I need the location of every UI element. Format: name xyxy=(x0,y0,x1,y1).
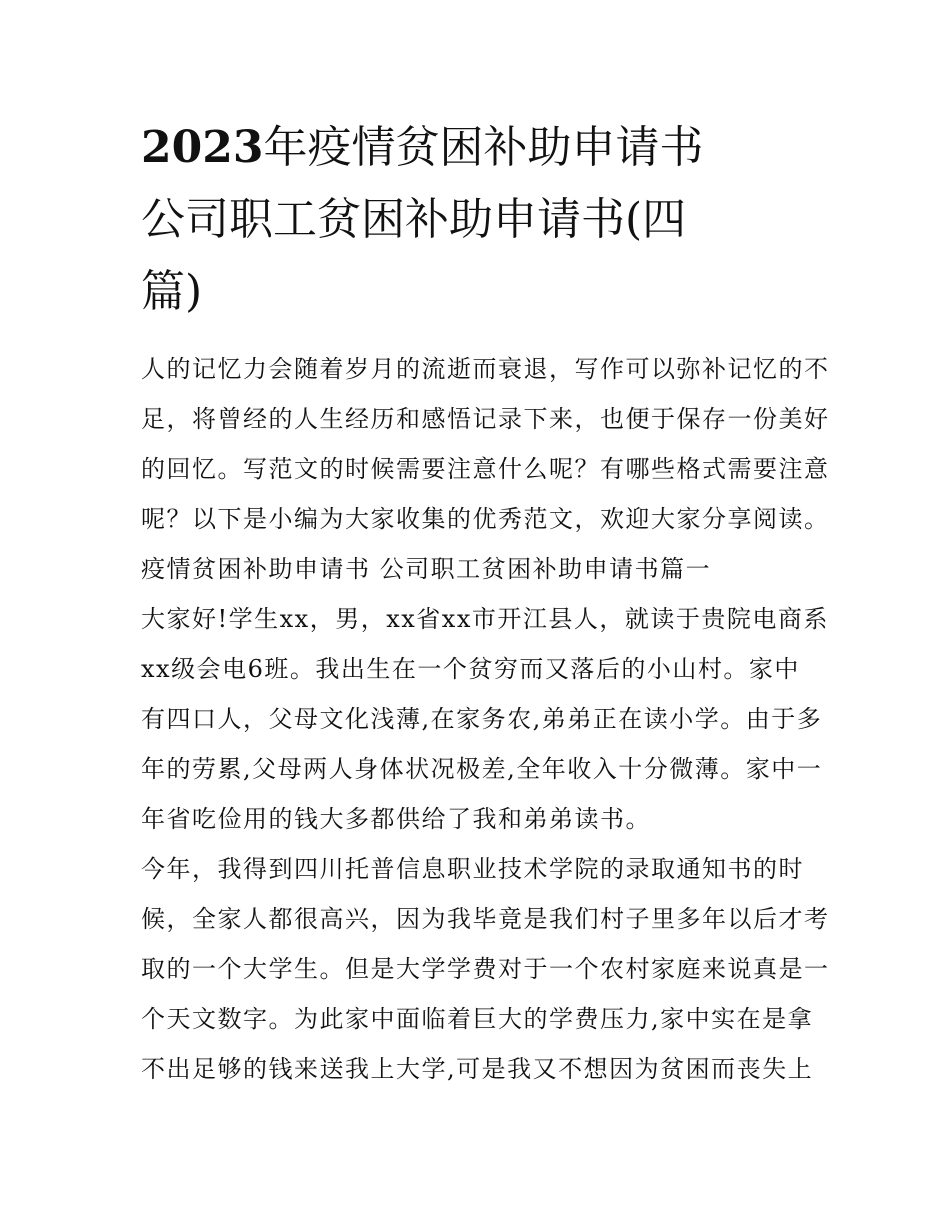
body-line: xx级会电6班。我出生在一个贫穷而又落后的小山村。家中 xyxy=(141,655,800,683)
document-title-line-1 xyxy=(141,112,821,184)
document-title-line-3 xyxy=(141,256,821,328)
body-line: 候，全家人都很高兴，因为我毕竟是我们村子里多年以后才考 xyxy=(141,905,830,933)
body-line: 个天文数字。为此家中面临着巨大的学费压力,家中实在是拿 xyxy=(141,1005,814,1033)
document-title-line-2 xyxy=(141,184,821,256)
body-line: 年省吃俭用的钱大多都供给了我和弟弟读书。 xyxy=(141,805,651,833)
body-line: 不出足够的钱来送我上大学,可是我又不想因为贫困而丧失上 xyxy=(141,1055,814,1083)
title-year: 2023 xyxy=(141,122,264,173)
title-text: 年疫情贫困补助申请书 xyxy=(263,122,704,173)
title-text: 公司职工贫困补助申请书(四 xyxy=(141,194,687,245)
section-heading: 疫情贫困补助申请书 公司职工贫困补助申请书篇一 xyxy=(141,555,712,583)
body-line: 取的一个大学生。但是大学学费对于一个农村家庭来说真是一 xyxy=(141,955,830,983)
body-line: 呢？以下是小编为大家收集的优秀范文，欢迎大家分享阅读。 xyxy=(141,505,830,533)
body-line: 人的记忆力会随着岁月的流逝而衰退，写作可以弥补记忆的不 xyxy=(141,355,830,383)
body-line: 有四口人，父母文化浅薄,在家务农,弟弟正在读小学。由于多 xyxy=(141,705,823,733)
title-text: 篇) xyxy=(141,266,203,317)
body-line: 大家好!学生xx，男，xx省xx市开江县人，就读于贵院电商系 xyxy=(141,605,829,633)
body-line: 足，将曾经的人生经历和感悟记录下来，也便于保存一份美好 xyxy=(141,405,830,433)
document-body xyxy=(141,344,830,1094)
document-content xyxy=(141,112,830,1094)
body-line: 今年，我得到四川托普信息职业技术学院的录取通知书的时 xyxy=(141,855,804,883)
body-line: 年的劳累,父母两人身体状况极差,全年收入十分微薄。家中一 xyxy=(141,755,823,783)
body-line: 的回忆。写范文的时候需要注意什么呢？有哪些格式需要注意 xyxy=(141,455,830,483)
